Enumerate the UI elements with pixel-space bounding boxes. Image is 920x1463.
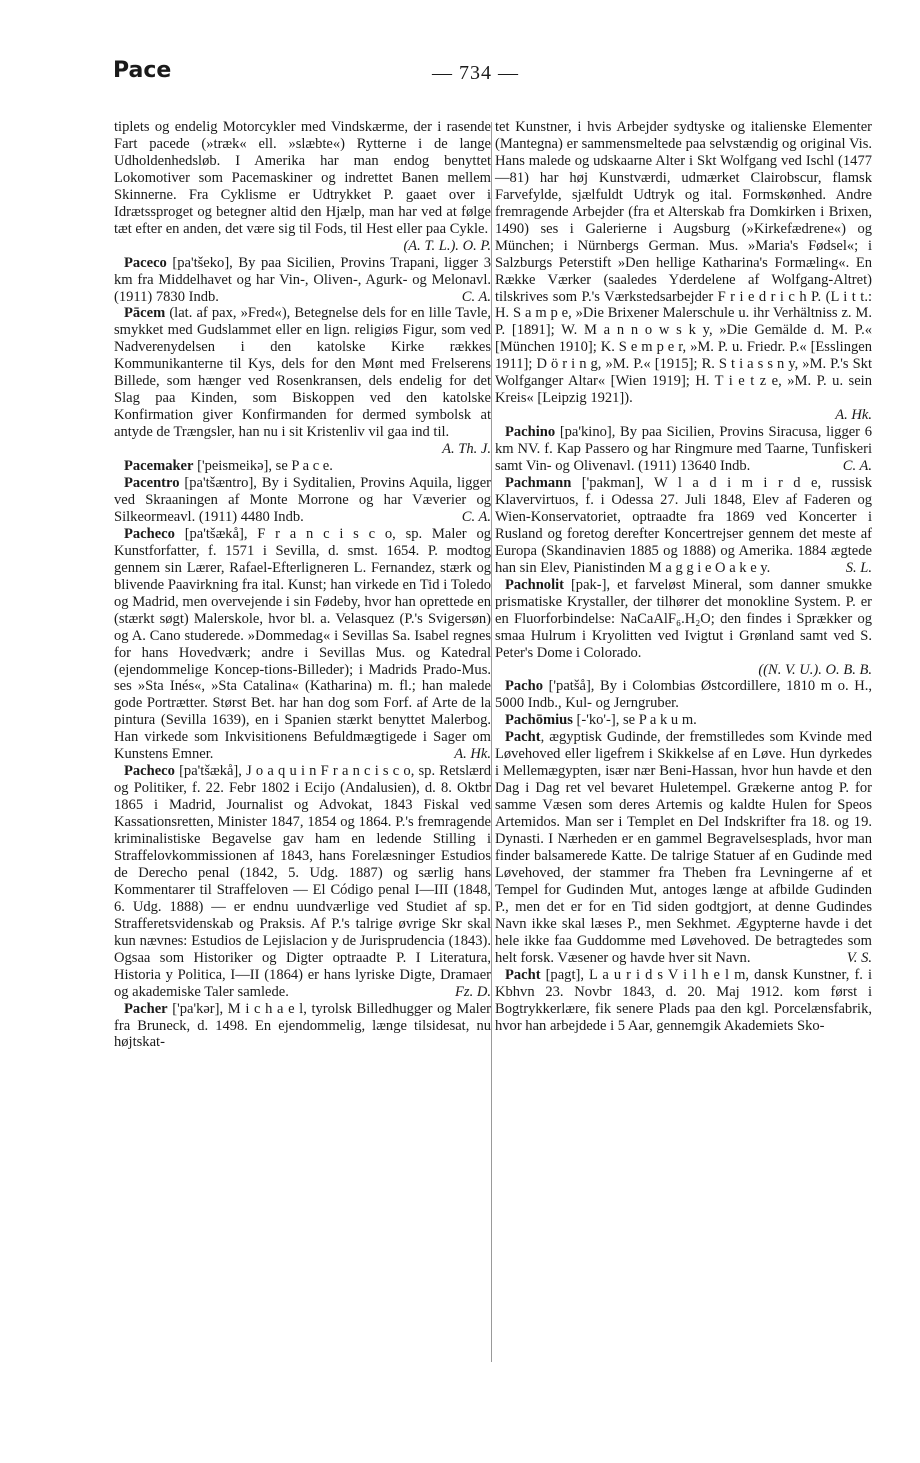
dictionary-entry [495,577,872,679]
entry-headword: Pacentro [124,475,180,492]
page-number: — 734 — [432,62,519,84]
author-signature: V. S. [846,949,872,966]
entry-headword: Pachino [505,424,556,441]
dictionary-entry [114,305,491,458]
entry-text: ['pa'kər], M i c h a e l, tyrolsk Billedhugger og Maler fra Bruneck, d. 1498. En ejendommelig, længe tilsidesat, nu højtskat- [114,1000,491,1051]
right-column [495,119,872,1034]
entry-text: , ægyptisk Gudinde, der fremstilledes som Kvinde med Løvehoved eller ligefrem i Skikkelse af en Løve. Hun dyrkedes i Mellemægypten, især nær Beni-Hassan, hvor hun havde et den Dag i Dag ret vel bevaret Huletempel. Grækerne antog P. for samme Væsen som deres Artemis og kaldte Hulen for Speos Artemidos. Man ser i Templet en Del Indskrifter fra 18. og 19. Dynasti. I Nærheden er en gammel Begravelsesplads, hvor man finder balsamerede Katte. De talrige Statuer af en Gudinde med Løvehoved, der stammer fra Theben fra Levningerne af et Tempel for Gudinden Mut, antoges længe at afbilde Gudinden P., men det er for en Tid siden godtgjort, at denne Gudindes Navn ikke skal læses P., men Sekhmet. Ægypterne havde i det hele ikke faa Guddomme med Løvehoved. De betragtedes som helt forsk. Væsener og havde hver sit Navn. [495,729,872,966]
entry-text: [pak-], et farveløst Mineral, som danner smukke prismatiske Krystaller, der tilhører det monokline System. P. er en Fluorforbindelse: NaCaAlF₆.H₂O; den findes i Sprækker og smaa Hulrum i Kryolitten ved Ivigtut i Grønland samt ved S. Peter's Dome i Colorado. [495,576,872,661]
author-signature: C. A. [461,508,491,525]
entry-headword: Paceco [124,254,167,271]
dictionary-entry [114,526,491,763]
entry-headword: Pacher [124,1000,168,1017]
entry-text: [pa'tšæntro], By i Syditalien, Provins Aquila, ligger ved Skraaningen af Monte Morrone og har Væverier og Silkeormeavl. (1911) 4480 Indb. [114,475,491,525]
dictionary-entry [495,712,872,729]
entry-text: [-'ko'-], se P a k u m. [572,712,697,729]
author-signature: S. L. [845,559,872,576]
entry-text: (lat. af pax, »Fred«), Betegnelse dels for en lille Tavle, smykket med Gudslammet eller en lign. religiøs Figur, som ved Nadverenydelsen i den katolske Kirke rækkes Kommunikanterne til Kys, dels for den Mønt med Frelserens Billede, som hænger ved Rosenkransen, dels endelig for det Slag paa Kinden, som Biskoppen ved den katolske Konfirmation giver Konfirmanden for dermed symbolsk at antyde de Trængsler, han nu i sit Kristenliv vil gaa ind til. [114,305,491,441]
author-signature: A. Hk. [835,407,872,424]
dictionary-entry [114,475,491,526]
running-headword: Pace [113,58,172,83]
dictionary-entry [495,475,872,577]
author-signature: (A. T. L.). O. P. [403,237,491,254]
dictionary-entry [495,119,872,424]
dictionary-entry [114,119,491,255]
entry-text: ['peismeikə], se P a c e. [193,458,333,475]
author-signature: C. A. [842,458,872,475]
left-column [114,119,491,1051]
author-signature: C. A. [461,288,491,305]
entry-headword: Pachnolit [505,576,564,593]
entry-text: [pa'tšækå], F r a n c i s c o, sp. Maler og Kunstforfatter, f. 1571 i Sevilla, d. smst. 1654. P. modtog gennem sin Lærer, Rafael-Efterligneren L. Fernandez, stærk og blivende Paavirkning fra ital. Kunst; han virkede en Tid i Toledo og Madrid, men overvejende i sin Fødeby, hvor han oprettede en (stærkt søgt) Malerskole, hvor bl. a. Velasquez (P.'s Svigersøn) og A. Cano studerede. »Dommedag« i Sevillas Sa. Isabel regnes for hans Hovedværk; andre i Sevillas Mus. og Katedral (ejendommelige Koncep-tions-Billeder); i Madrids Prado-Mus. ses »Sta Inés«, »Sta Catalina« (Katharina) m. fl.; han malede gode Portrætter. Størst Bet. har han dog som Forf. af Arte de la pintura (Sevilla 1639), en i Spanien stærkt benyttet Malerbog. Han virkede som Inkvisitionens Befuldmægtigede i Sager om Kunstens Emner. [114,525,491,763]
author-signature: Fz. D. [455,983,491,1000]
entry-headword: Pacho [505,678,543,695]
column-divider [491,122,492,1362]
dictionary-entry [114,763,491,1000]
entry-headword: Pacemaker [124,458,194,475]
dictionary-entry [495,678,872,712]
author-signature: A. Th. J. [442,441,491,458]
dictionary-entry [114,1001,491,1052]
author-signature: ((N. V. U.). O. B. B. [758,661,872,678]
entry-text: [pa'kino], By paa Sicilien, Provins Siracusa, ligger 6 km NV. f. Kap Passero og har Ringmure med Taarne, Tunfiskeri samt Vin- og Olivenavl. (1911) 13640 Indb. [495,424,872,475]
entry-headword: Pacht [505,966,541,983]
entry-headword: Pacheco [124,525,175,542]
entry-headword: Pachmann [505,475,572,492]
dictionary-entry [495,967,872,1035]
dictionary-entry [114,458,491,475]
entry-text: ['patšå], By i Colombias Østcordillere, 1810 m o. H., 5000 Indb., Kul- og Jerngruber. [495,678,872,712]
entry-text: [pa'tšækå], J o a q u i n F r a n c i s c o, sp. Retslærd og Politiker, f. 22. Febr 1802 i Ecijo (Andalusien), d. 8. Oktbr 1865 i Madrid, Journalist og Advokat, 1843 Fiskal ved Kassationsretten, Minister 1847, 1854 og 1864. P.'s fremragende kriminalistiske Begavelse gav ham en ledende Stilling i Straffelovkommissionen af 1843, hans Forelæsninger Estudios de Derecho penal (1842, 5. Udg. 1887) og særlig hans Kommentarer til Straffeloven — El Código penal I—III (1848, 6. Udg. 1888) — er endnu uundværlige ved Studiet af sp. Strafferetsvidenskab og Praksis. Af P.'s talrige øvrige Skr skal kun nævnes: Estudios de Lejislacion y de Jurisprudencia (1843). Ogsaa som Historiker og Digter optraadte P. I Literatura, Historia y Politica, I—II (1864) er hans lyriske Digte, Dramaer og akademiske Taler samlede. [114,763,491,1000]
entry-headword: Pācem [124,305,166,322]
author-signature: A. Hk. [454,746,491,763]
entry-text: [pagt], L a u r i d s V i l h e l m, dansk Kunstner, f. i Kbhvn 23. Novbr 1843, d. 20. Maj 1912. kom først i Bogtrykkerlære, fik senere Plads paa den kgl. Porcelænsfabrik, hvor han arbejdede i 5 Aar, gennemgik Akademiets Sko- [495,966,872,1034]
dictionary-entry [495,424,872,475]
entry-headword: Pacheco [124,763,175,780]
dictionary-entry [495,729,872,966]
entry-headword: Pacht [505,729,541,746]
dictionary-entry [114,255,491,306]
entry-text: tet Kunstner, i hvis Arbejder sydtyske og italienske Elementer (Mantegna) er sammensmeltede paa selvstændig og original Vis. Hans malede og udskaarne Alter i Skt Wolfgang ved Ischl (1477—81) har høj Kunstværdi, udmærket Clairobscur, flamsk Farvefylde, sjælfuldt Udtryk og ital. Formskønhed. Andre fremragende Arbejder (fra et Alterskab fra Domkirken i Brixen, 1490) ses i Galerierne i Augsburg (»Kirkefædrene«) og München; i Nürnbergs German. Mus. »Maria's Fødsel«; i Salzburgs Peterstift »Den hellige Katharina's Formæling«. En Række Værker (saaledes Yderdelene af Wolfgang-Altret) tilskrives som P.'s Værkstedsarbejder F r i e d r i c h P. (L i t t.: H. S a m p e, »Die Brixener Malerschule u. ihr Verhältniss z. M. P. [1891]; W. M a n n o w s k y, »Die Gemälde d. M. P.« [München 1910]; K. S e m p e r, »M. P. u. Friedr. P.« [Esslingen 1911]; D ö r i n g, »M. P.« [1915]; R. S t i a s s n y, »M. P.'s Skt Wolfganger Altar« [Wien 1919]; H. T i e t z e, »M. P. u. sein Kreis« [Leipzig 1921]). [495,119,872,407]
entry-text: ['pakman], W l a d i m i r d e, russisk Klavervirtuos, f. i Odessa 27. Juli 1848, Elev af Faderen og Wien-Konservatoriet, optraadte fra 1869 ved Koncerter i Rusland og foretog derefter Koncertrejser gennem det meste af Europa (Skandinavien 1885 og 1888) og Amerika. 1884 ægtede han sin Elev, Pianistinden M a g g i e O a k e y. [495,475,872,576]
entry-text: [pa'tšeko], By paa Sicilien, Provins Trapani, ligger 3 km fra Middelhavet og har Vin-, Oliven-, Agurk- og Melonavl. (1911) 7830 Indb. [114,254,491,305]
entry-headword: Pachōmius [505,712,573,729]
entry-text: tiplets og endelig Motorcykler med Vindskærme, der i rasende Fart pacede (»træk« ell. »slæbte«) Rytterne i de lange Udholdenhedsløb. I Amerika har man endog benyttet Lokomotiver som Pacemaskiner og indrettet Banen mellem Skinnerne. Fra Cyklisme er Udtrykket P. gaaet over i Idrætssproget og betegner altid den Hjælp, man har ved at følge tæt efter en anden, det være sig til Fods, til Hest eller paa Cykle. [114,119,491,237]
